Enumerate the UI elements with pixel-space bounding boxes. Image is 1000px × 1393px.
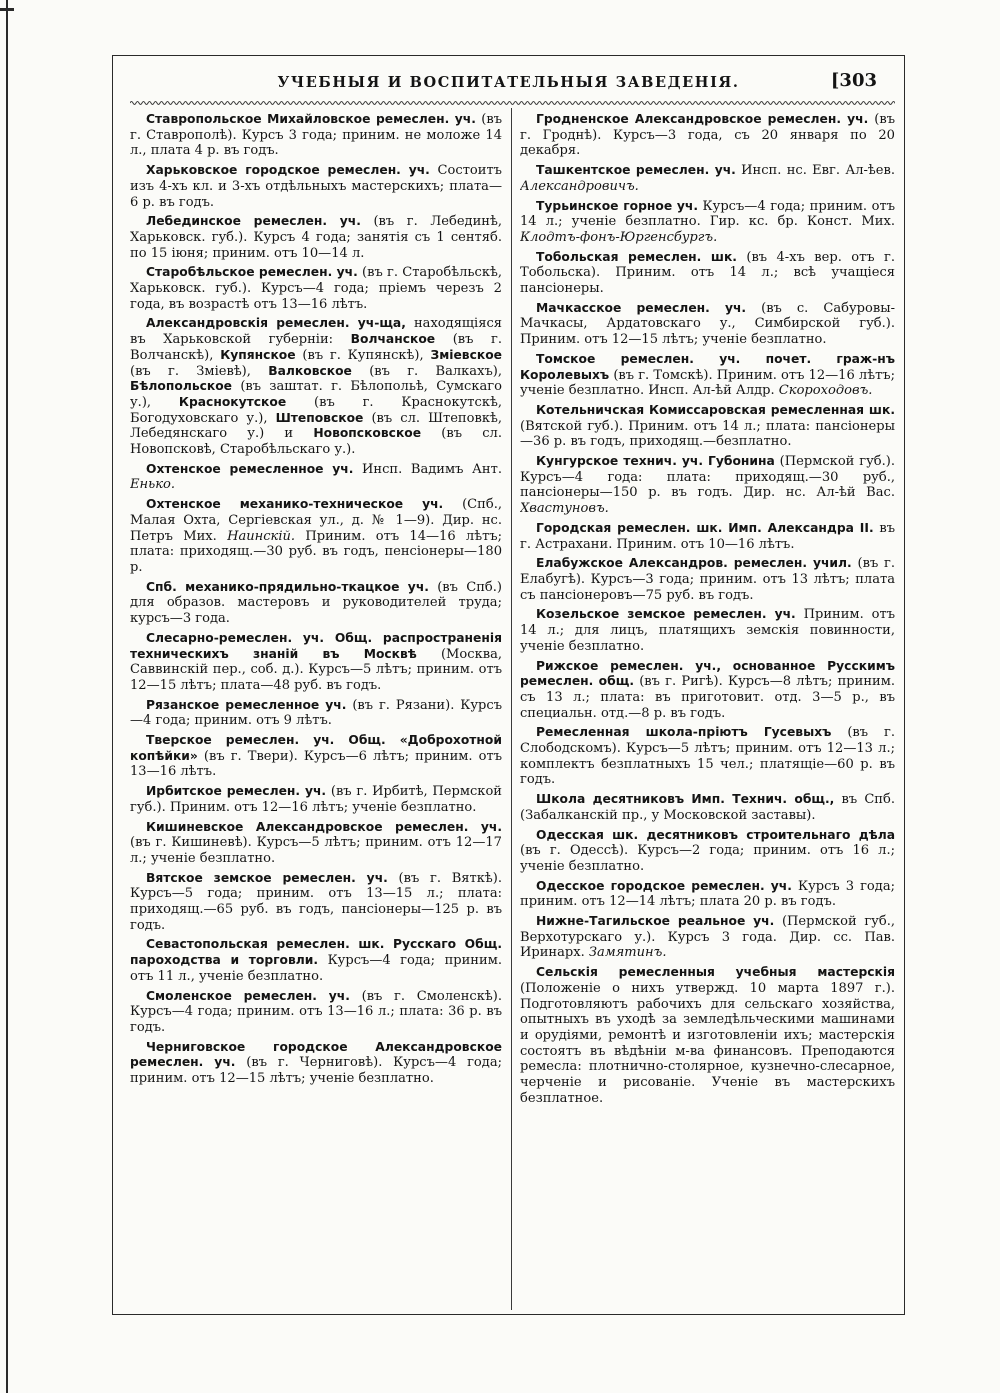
- entry-text: (въ г. Черниговѣ). Курсъ—4 года; приним. отъ 12—15 лѣтъ; ученіе безплатно.: [130, 1055, 502, 1087]
- entry-text: (въ г. Ставрополѣ). Курсъ 3 года; приним. не моложе 14 л., плата 4 р. въ годъ.: [130, 112, 502, 159]
- entry-text: (Пермской губ.). Курсъ—4 года: плата: приходящ.—30 руб., пансіонеры—150 р. въ годъ. Дир. нс. Ал-ѣй Вас.: [520, 454, 895, 501]
- directory-entry: [520, 607, 895, 654]
- institution-name: Школа десятниковъ Имп. Технич. общ.,: [536, 792, 835, 807]
- column-divider: [511, 108, 512, 1310]
- institution-name: Валковское: [268, 363, 352, 378]
- entry-text: (въ г. Гроднѣ). Курсъ—3 года, съ 20 января по 20 декабря.: [520, 112, 895, 159]
- institution-name: Ирбитское ремеслен. уч.: [146, 784, 327, 799]
- entry-text: Инсп. Вадимъ Ант.: [353, 461, 502, 477]
- directory-entry: [130, 733, 502, 780]
- entry-text: Приним. отъ 14—16 лѣтъ; плата: приходящ.—30 руб. въ годъ, пенсіонеры—180 р.: [130, 528, 502, 575]
- person-name: Скороходовъ.: [778, 383, 873, 399]
- directory-entry: [130, 316, 502, 457]
- institution-name: Елабужское Александров. ремеслен. учил.: [536, 556, 852, 571]
- entry-text: (въ сл. Новопсковѣ, Старобѣльскаго у.).: [130, 426, 502, 458]
- person-name: Хвастуновъ.: [520, 501, 609, 517]
- entry-text: (Положеніе о нихъ утвержд. 10 марта 1897 г.). Подготовляютъ рабочихъ для сельскаго хозяйства, опытныхъ въ уходѣ за земледѣльческими машинами и орудіями, ремонтѣ и изготовленіи ихъ; мастерскія состоятъ въ вѣдѣніи м-ва финансовъ. Преподаются ремесла: плотнично-столярное, кузнечно-слесарное, черченіе и рисованіе. Ученіе въ мастерскихъ безплатное.: [520, 980, 895, 1106]
- entry-text: (въ г. Томскѣ). Приним. отъ 12—16 лѣтъ; ученіе безплатно. Инсп. Ал-ѣй Алдр.: [520, 367, 895, 399]
- directory-entry: [520, 965, 895, 1106]
- institution-name: Спб. механико-прядильно-ткацкое уч.: [146, 579, 429, 594]
- entry-text: (въ г. Кишиневѣ). Курсъ—5 лѣтъ; приним. отъ 12—17 л.; ученіе безплатно.: [130, 835, 502, 866]
- institution-name: Городская ремеслен. шк. Имп. Александра II.: [536, 520, 874, 535]
- institution-name: Сельскія ремесленныя учебныя мастерскія: [536, 965, 895, 980]
- directory-entry: [520, 403, 895, 450]
- directory-entry: [130, 112, 502, 159]
- institution-name: Турьинское горное уч.: [536, 198, 698, 213]
- directory-entry: [130, 937, 502, 984]
- entry-text: Состоитъ изъ 4-хъ кл. и 3-хъ отдѣльныхъ мастерскихъ; плата—6 р. въ годъ.: [130, 163, 502, 210]
- entry-text: (въ Спб.) для образов. мастеровъ и руководителей труда; курсъ—3 года.: [130, 579, 502, 627]
- entry-text: (Спб., Малая Охта, Сергіевская ул., д. № 1—9). Дир. нс. Петръ Мих.: [130, 497, 502, 544]
- entry-text: (въ г. Волчанскѣ),: [130, 332, 502, 363]
- entry-text: (въ с. Сабуровы-Мачкасы, Ардатовскаго у., Симбирской губ.). Приним. отъ 12—15 лѣтъ; ученіе безплатно.: [520, 300, 895, 348]
- institution-name: Ташкентское ремеслен. уч.: [536, 163, 736, 178]
- institution-name: Охтенское ремесленное уч.: [146, 461, 354, 476]
- institution-name: Старобѣльское ремеслен. уч.: [146, 265, 358, 280]
- institution-name: Смоленское ремеслен. уч.: [146, 988, 350, 1003]
- directory-entry: [520, 163, 895, 194]
- institution-name: Одесская шк. десятниковъ строительнаго дѣла: [536, 827, 895, 842]
- institution-name: Харьковское городское ремеслен. уч.: [146, 163, 430, 178]
- directory-entry: [520, 659, 895, 722]
- institution-name: Слесарно-ремеслен. уч. Общ. распространенія техническихъ знаній въ Москвѣ: [130, 630, 502, 661]
- directory-entry: [130, 698, 502, 729]
- directory-entry: [520, 250, 895, 297]
- entry-text: Курсъ—4 года; приним. отъ 14 л.; ученіе безплатно. Гир. кс. бр. Конст. Мих.: [520, 198, 895, 230]
- entry-text: (въ г. Одессѣ). Курсъ—2 года; приним. отъ 16 л.; ученіе безплатно.: [520, 843, 895, 874]
- institution-name: Волчанское: [350, 332, 436, 347]
- entry-text: (въ заштат. г. Бѣлопольѣ, Сумскаго у.),: [130, 379, 502, 410]
- entry-text: Курсъ—4 года; приним. отъ 11 л., ученіе безплатно.: [130, 953, 502, 984]
- entry-text: находящіяся въ Харьковской губерніи:: [130, 316, 502, 348]
- institution-name: Зміевское: [430, 347, 502, 362]
- entry-text: Приним. отъ 14 л.; для лицъ, платящихъ земскія повинности, ученіе безплатно.: [520, 607, 895, 654]
- entry-text: въ Спб. (Забалканскій пр., у Московской заставы).: [520, 792, 895, 823]
- institution-name: Кунгурское технич. уч. Губонина: [536, 454, 775, 469]
- right-column: [520, 112, 895, 1310]
- institution-name: Краснокутское: [178, 394, 287, 409]
- person-name: Енько.: [130, 477, 176, 493]
- page-number: [303: [830, 70, 877, 91]
- institution-name: Гродненское Александровское ремеслен. уч.: [536, 112, 869, 126]
- institution-name: Александровскія ремеслен. уч-ща,: [146, 316, 406, 331]
- institution-name: Нижне-Тагильское реальное уч.: [536, 914, 775, 929]
- wavy-rule: [130, 98, 895, 108]
- directory-entry: [520, 301, 895, 348]
- entry-text: (въ г. Ирбитѣ, Пермской губ.). Приним. отъ 12—16 лѣтъ; ученіе безплатно.: [130, 784, 502, 815]
- entry-text: (Вятской губ.). Приним. отъ 14 л.; плата: пансіонеры—36 р. въ годъ, приходящ.—безплатно.: [520, 418, 895, 450]
- institution-name: Севастопольская ремеслен. шк. Русскаго Общ. пароходства и торговли.: [130, 937, 502, 968]
- entry-text: (въ г. Рязани). Курсъ—4 года; приним. отъ 9 лѣтъ.: [130, 697, 502, 729]
- entry-text: (въ г. Вяткѣ). Курсъ—5 года; приним. отъ 13—15 л.; плата: приходящ.—65 руб. въ годъ, пансіонеры—125 р. въ годъ.: [130, 870, 502, 933]
- person-name: Наинскій.: [227, 528, 296, 544]
- entry-text: (въ г. Валкахъ),: [351, 363, 502, 379]
- directory-entry: [130, 989, 502, 1036]
- institution-name: Ставропольское Михайловское ремеслен. уч.: [146, 112, 476, 126]
- directory-entry: [130, 497, 502, 576]
- institution-name: Одесское городское ремеслен. уч.: [536, 878, 792, 893]
- left-column: [130, 112, 502, 1310]
- institution-name: Купянское: [220, 347, 296, 362]
- directory-entry: [130, 163, 502, 210]
- directory-entry: [520, 454, 895, 517]
- directory-entry: [130, 871, 502, 934]
- directory-entry: [130, 1040, 502, 1087]
- entry-text: Инсп. нс. Евг. Ал-ѣев.: [735, 163, 895, 179]
- entry-text: (въ г. Ригѣ). Курсъ—8 лѣтъ; приним. съ 13 л.; плата: въ приготовит. отд. 3—5 р., въ специальн. отд.—8 р. въ годъ.: [520, 674, 895, 721]
- institution-name: Рижское ремеслен. уч., основанное Русскимъ ремеслен. общ.: [520, 658, 895, 689]
- directory-entry: [520, 792, 895, 823]
- institution-name: Штеповское: [275, 410, 364, 425]
- directory-entry: [520, 521, 895, 552]
- institution-name: Лебединское ремеслен. уч.: [146, 214, 361, 229]
- directory-entry: [130, 265, 502, 312]
- institution-name: Томское ремеслен. уч. почет. граж-нъ Королевыхъ: [520, 351, 895, 382]
- institution-name: Тверское ремеслен. уч. Общ. «Доброхотной копѣйки»: [130, 733, 502, 763]
- institution-name: Охтенское механико-техническое уч.: [146, 497, 444, 512]
- entry-text: (въ сл. Штеповкѣ, Лебедянскаго у.) и: [130, 410, 502, 442]
- institution-name: Котельничская Комиссаровская ремесленная шк.: [536, 402, 895, 417]
- directory-entry: [130, 820, 502, 867]
- entry-text: (Москва, Саввинскій пер., соб. д.). Курсъ—5 лѣтъ; приним. отъ 12—15 лѣтъ; плата—48 руб. въ годъ.: [130, 646, 502, 693]
- directory-entry: [520, 725, 895, 788]
- entry-text: (въ г. Смоленскѣ). Курсъ—4 года; приним. отъ 13—16 л.; плата: 36 р. въ годъ.: [130, 988, 502, 1035]
- entry-text: (въ г. Купянскѣ),: [295, 347, 431, 363]
- entry-text: въ г. Астрахани. Приним. отъ 10—16 лѣтъ.: [520, 520, 895, 552]
- entry-text: (въ г. Краснокутскѣ, Богодуховскаго у.),: [130, 394, 502, 426]
- running-head: [112, 66, 905, 96]
- institution-name: Козельское земское ремеслен. уч.: [536, 607, 796, 622]
- directory-entry: [520, 914, 895, 961]
- directory-entry: [520, 352, 895, 399]
- entry-text: (въ г. Зміевѣ),: [130, 363, 269, 379]
- directory-entry: [130, 462, 502, 493]
- entry-text: (въ г. Елабугѣ). Курсъ—3 года; приним. отъ 13 лѣтъ; плата съ пансіонеровъ—75 руб. въ годъ.: [520, 556, 895, 603]
- directory-entry: [520, 828, 895, 875]
- institution-name: Мачкасское ремеслен. уч.: [536, 300, 747, 315]
- entry-text: (въ г. Старобѣльскѣ, Харьковск. губ.). Курсъ—4 года; пріемъ черезъ 2 года, въ возрастѣ отъ 13—16 лѣтъ.: [130, 265, 502, 312]
- institution-name: Вятское земское ремеслен. уч.: [146, 870, 388, 885]
- directory-entry: [520, 112, 895, 159]
- running-title: УЧЕБНЫЯ И ВОСПИТАТЕЛЬНЫЯ ЗАВЕДЕНІЯ.: [277, 74, 740, 91]
- directory-entry: [520, 556, 895, 603]
- directory-entry: [130, 784, 502, 815]
- institution-name: Черниговское городское Александровское ремеслен. уч.: [130, 1039, 502, 1070]
- binding-line: [6, 0, 8, 1393]
- person-name: Клодтъ-фонъ-Юргенсбургъ.: [520, 229, 718, 245]
- person-name: Александровичъ.: [520, 178, 639, 194]
- directory-entry: [520, 199, 895, 246]
- institution-name: Бѣлопольское: [130, 379, 233, 394]
- directory-entry: [130, 631, 502, 694]
- institution-name: Рязанское ремесленное уч.: [146, 697, 347, 712]
- binding-tick: [0, 8, 14, 11]
- directory-entry: [130, 214, 502, 261]
- entry-text: (въ г. Твери). Курсъ—6 лѣтъ; приним. отъ 13—16 лѣтъ.: [130, 748, 502, 780]
- directory-entry: [520, 879, 895, 910]
- institution-name: Новопсковское: [313, 426, 422, 441]
- entry-text: (въ г. Лебединѣ, Харьковск. губ.). Курсъ 4 года; занятія съ 1 сентяб. по 15 іюня; приним. отъ 10—14 л.: [130, 214, 502, 261]
- entry-text: (Пермской губ., Верхотурскаго у.). Курсъ 3 года. Дир. сс. Пав. Иринарх.: [520, 914, 895, 961]
- entry-text: (въ 4-хъ вер. отъ г. Тобольска). Приним. отъ 14 л.; всѣ учащіеся пансіонеры.: [520, 249, 895, 297]
- institution-name: Ремесленная школа-пріютъ Гусевыхъ: [536, 725, 832, 740]
- person-name: Замятинъ.: [588, 945, 667, 961]
- institution-name: Кишиневское Александровское ремеслен. уч.: [146, 819, 502, 834]
- institution-name: Тобольская ремеслен. шк.: [536, 249, 737, 264]
- entry-text: Курсъ 3 года; приним. отъ 12—14 лѣтъ; плата 20 р. въ годъ.: [520, 878, 895, 910]
- directory-entry: [130, 580, 502, 627]
- entry-text: (въ г. Слободскомъ). Курсъ—5 лѣтъ; приним. отъ 12—13 л.; комплектъ безплатныхъ 15 чел.; платящіе—60 р. въ годъ.: [520, 725, 895, 788]
